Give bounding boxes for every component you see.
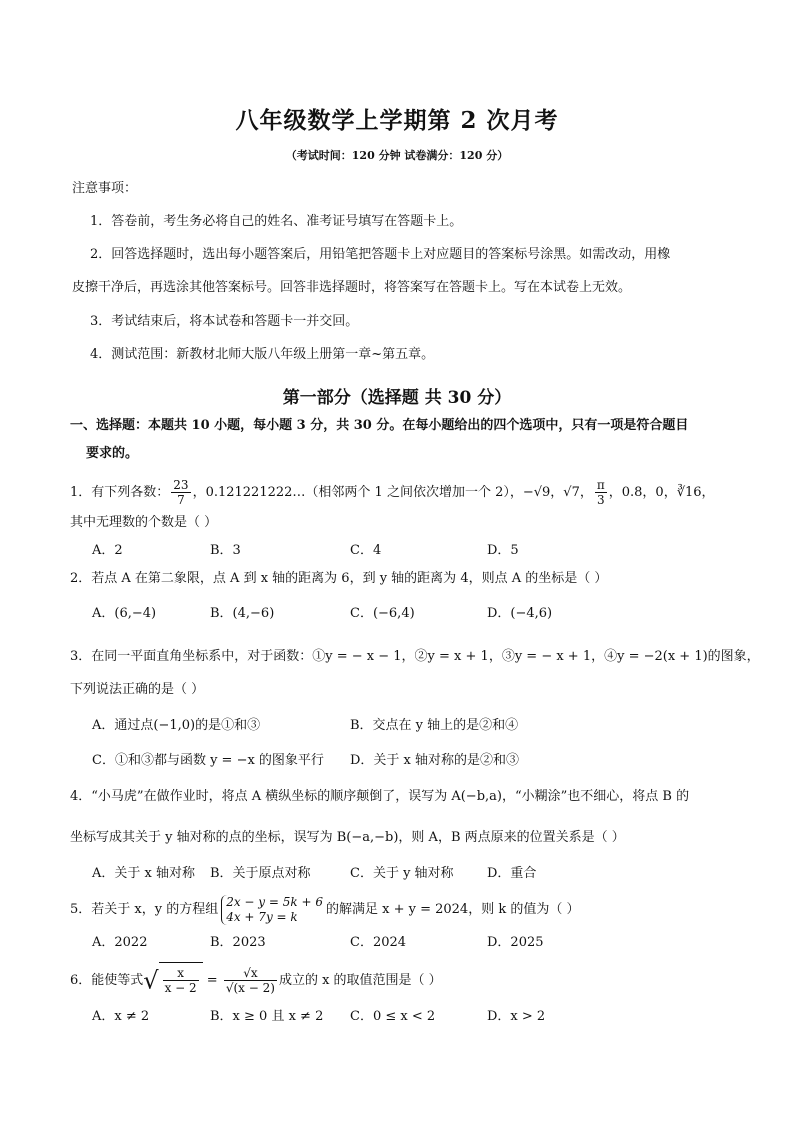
q6-lhs-fraction: [163, 966, 199, 995]
q4-stem-line2: 坐标写成其关于 y 轴对称的点的坐标，误写为 B(−a,−b)，则 A，B 两点原来的位置关系是（ ）: [70, 830, 625, 845]
q1-stem-b: ，0.121221222…（相邻两个 1 之间依次增加一个 2），−√9，√7，: [192, 485, 593, 500]
q6-option-a[interactable]: A．x ≠ 2: [92, 1009, 150, 1024]
q1-option-b[interactable]: B．3: [210, 543, 241, 558]
section-title: 第一部分（选择题 共 30 分）: [282, 388, 512, 408]
q1-stem-a: 1．有下列各数：: [70, 485, 170, 500]
q4-option-d[interactable]: D．重合: [487, 866, 537, 881]
q1-pi-den: 3: [596, 493, 605, 507]
q6-stem-b: 成立的 x 的取值范围是（ ）: [278, 973, 442, 988]
sqrt-icon: √: [143, 966, 159, 995]
question-5: [70, 893, 579, 927]
note-item: 2．回答选择题时，选出每小题答案后，用铅笔把答题卡上对应题目的答案标号涂黑。如需改动，用橡: [90, 247, 671, 262]
question-4: 4．“小马虎”在做作业时，将点 A 横纵坐标的顺序颠倒了，误写为 A(−b,a)，“小糊涂”也不细心，将点 B 的: [70, 789, 690, 804]
q5-stem-b: 的解满足 x + y = 2024，则 k 的值为（ ）: [326, 902, 580, 917]
exam-info: （考试时间：120 分钟 试卷满分：120 分）: [285, 149, 509, 162]
q5-equation-system: [221, 895, 323, 925]
q1-frac-den: 7: [177, 493, 185, 507]
q6-option-d[interactable]: D．x > 2: [487, 1009, 546, 1024]
note-item: 1．答卷前，考生务必将自己的姓名、准考证号填写在答题卡上。: [90, 214, 463, 229]
q6-stem-a: 6．能使等式: [70, 973, 144, 988]
notes-heading: 注意事项：: [72, 181, 138, 196]
q2-option-b[interactable]: B．(4,−6): [210, 606, 275, 621]
q6-lhs: [159, 962, 203, 999]
note-item: 皮擦干净后，再选涂其他答案标号。回答非选择题时，将答案写在答题卡上。写在本试卷上无效。: [72, 280, 632, 295]
q4-option-b[interactable]: B．关于原点对称: [210, 866, 311, 881]
q5-option-c[interactable]: C．2024: [350, 935, 407, 950]
q1-pi-fraction: [595, 478, 607, 507]
q1-stem-c: ，0.8，0，∛16，: [608, 485, 715, 500]
q4-option-a[interactable]: A．关于 x 轴对称: [92, 866, 195, 881]
q3-option-d[interactable]: D．关于 x 轴对称的是②和③: [350, 753, 520, 768]
q3-stem-line2: 下列说法正确的是（ ）: [70, 682, 205, 697]
note-item: 4．测试范围：新教材北师大版八年级上册第一章~第五章。: [90, 347, 435, 362]
q2-option-d[interactable]: D．(−4,6): [487, 606, 553, 621]
q6-option-b[interactable]: B．x ≥ 0 且 x ≠ 2: [210, 1009, 324, 1024]
q1-fraction: [171, 478, 190, 507]
question-3: 3．在同一平面直角坐标系中，对于函数：①y = − x − 1，②y = x + 1，③y = − x + 1，④y = −2(x + 1)的图象，: [70, 649, 760, 664]
q6-option-c[interactable]: C．0 ≤ x < 2: [350, 1009, 436, 1024]
q1-option-a[interactable]: A．2: [92, 543, 123, 558]
q4-option-c[interactable]: C．关于 y 轴对称: [350, 866, 454, 881]
q3-option-b[interactable]: B．交点在 y 轴上的是②和④: [350, 718, 519, 733]
q3-option-c[interactable]: C．①和③都与函数 y = −x 的图象平行: [92, 753, 324, 768]
q1-option-c[interactable]: C．4: [350, 543, 382, 558]
q1-stem-line2: 其中无理数的个数是（ ）: [70, 515, 218, 530]
q2-option-c[interactable]: C．(−6,4): [350, 606, 415, 621]
q5-option-d[interactable]: D．2025: [487, 935, 544, 950]
question-6: [70, 962, 442, 999]
q3-option-a[interactable]: A．通过点(−1,0)的是①和③: [92, 718, 261, 733]
q5-stem-a: 5．若关于 x，y 的方程组: [70, 902, 219, 917]
page-title: 八年级数学上学期第 2 次月考: [235, 107, 559, 134]
q5-option-b[interactable]: B．2023: [210, 935, 266, 950]
q6-lhs-den: x − 2: [164, 981, 197, 995]
q2-option-a[interactable]: A．(6,−4): [92, 606, 157, 621]
q1-frac-num: 23: [173, 478, 189, 492]
q5-option-a[interactable]: A．2022: [92, 935, 148, 950]
q5-eq2: 4x + 7y = k: [226, 909, 298, 924]
q1-option-d[interactable]: D．5: [487, 543, 519, 558]
question-2: 2．若点 A 在第二象限，点 A 到 x 轴的距离为 6，到 y 轴的距离为 4，则点 A 的坐标是（ ）: [70, 571, 608, 586]
q6-rhs-num: √x: [224, 966, 277, 981]
note-item: 3．考试结束后，将本试卷和答题卡一并交回。: [90, 314, 359, 329]
section-intro: 一、选择题：本题共 10 小题，每小题 3 分，共 30 分。在每小题给出的四个选项中，只有一项是符合题目: [70, 418, 689, 433]
equals-sign: =: [202, 973, 222, 988]
q1-pi-num: π: [596, 478, 605, 492]
section-intro-cont: 要求的。: [86, 446, 139, 461]
q6-lhs-num: x: [163, 966, 199, 981]
question-1: [70, 478, 715, 507]
q5-eq1: 2x − y = 5k + 6: [226, 894, 323, 909]
q6-rhs-den: √(x − 2): [225, 981, 275, 995]
q6-rhs-fraction: [224, 966, 277, 995]
